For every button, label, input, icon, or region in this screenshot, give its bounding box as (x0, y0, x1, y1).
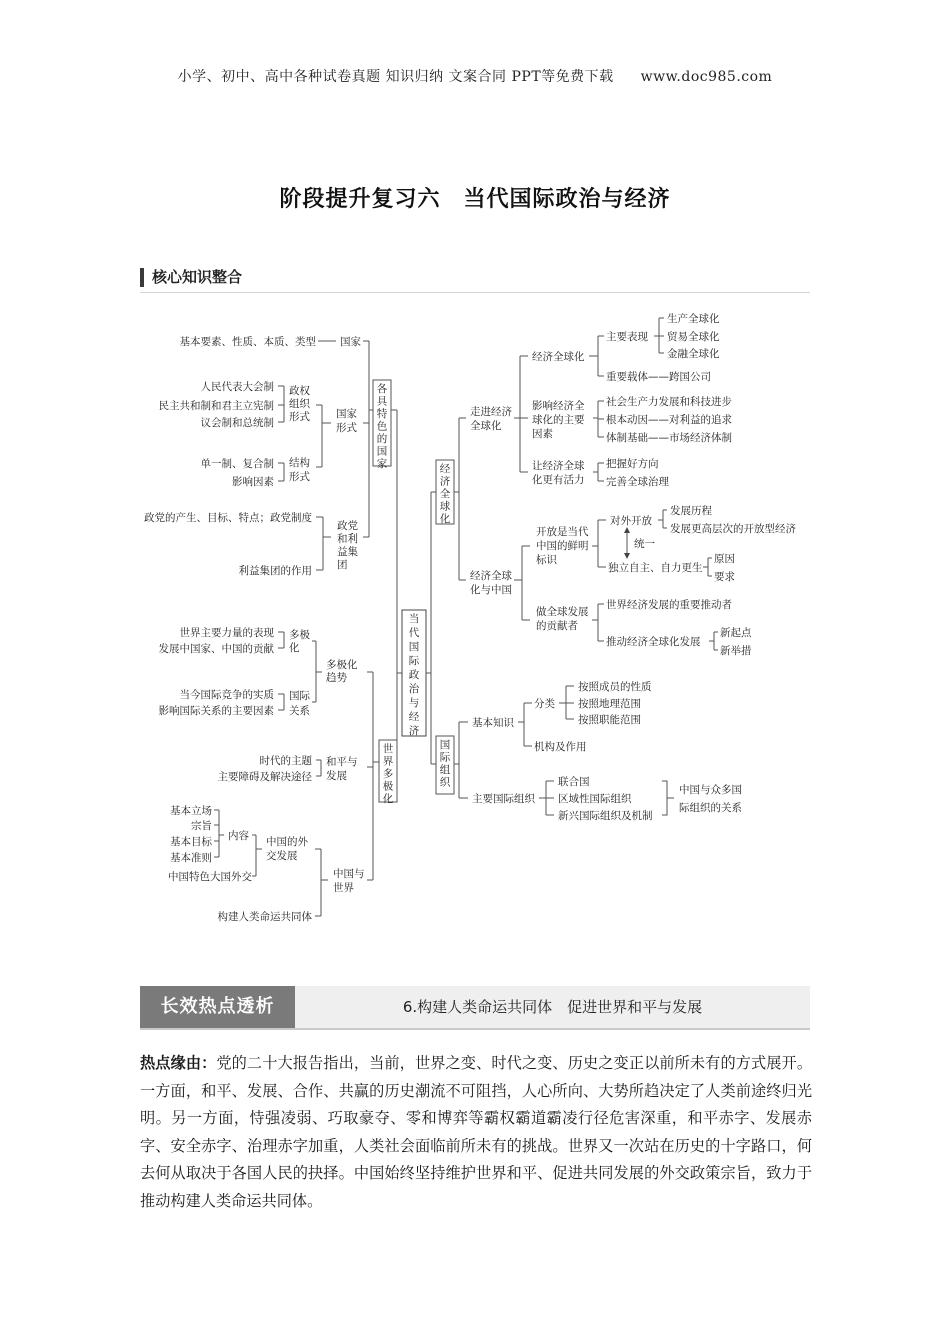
text-peace-1: 时代的主题 (259, 755, 312, 767)
text-regime-1: 人民代表大会制 (200, 381, 274, 393)
label-structure-2: 形式 (289, 471, 310, 483)
label-multipolar: 世界多极化 (382, 743, 394, 805)
text-content-1: 基本立场 (170, 805, 212, 817)
text-parties-2: 利益集团的作用 (238, 565, 312, 577)
label-classify: 分类 (534, 698, 555, 710)
text-classify-1: 按照成员的性质 (578, 681, 652, 693)
label-contributor-2: 的贡献者 (536, 620, 578, 632)
label-regime-3: 形式 (289, 411, 310, 423)
section-label: 核心知识整合 (152, 268, 243, 286)
label-multi-2: 化 (289, 642, 300, 654)
text-org-structure: 机构及作用 (534, 741, 587, 753)
text-main-2: 贸易全球化 (667, 331, 720, 343)
label-cworld-2: 世界 (333, 882, 354, 894)
text-main-3: 金融全球化 (667, 348, 720, 360)
text-org-2: 区域性国际组织 (558, 793, 632, 805)
label-countries: 各具特色的国家 (376, 383, 388, 470)
text-major-diplomacy: 中国特色大国外交 (168, 871, 252, 883)
text-peace-2: 主要障碍及解决途径 (217, 771, 312, 783)
text-content-4: 基本准则 (170, 852, 212, 864)
label-gchina-1: 经济全球 (470, 570, 512, 582)
label-opening-2: 中国的鲜明 (536, 540, 589, 552)
label-relations-1: 国际 (289, 690, 310, 702)
label-peace-1: 和平与 (326, 756, 358, 768)
text-classify-2: 按照地理范围 (578, 698, 641, 710)
label-trend-1: 多极化 (326, 659, 358, 671)
label-country: 国家 (340, 336, 361, 348)
label-trend-2: 趋势 (326, 672, 347, 684)
center-label: 当代国际政治与经济 (408, 613, 420, 737)
text-relations-2: 影响国际关系的主要因素 (158, 705, 274, 717)
text-structure-2: 影响因素 (232, 476, 274, 488)
text-unity: 统一 (634, 538, 655, 550)
label-globalization: 经济全球化 (439, 463, 451, 525)
text-classify-3: 按照职能范围 (578, 714, 641, 726)
label-gchina-2: 化与中国 (470, 584, 512, 596)
label-contributor-1: 做全球发展 (536, 606, 589, 618)
hot-topic-banner (140, 986, 810, 1030)
label-country-form-1: 国家 (336, 408, 357, 420)
banner-topic: 6.构建人类命运共同体 促进世界和平与发展 (402, 998, 703, 1016)
label-main-show: 主要表现 (606, 331, 648, 343)
header-url[interactable]: www.doc985.com (640, 69, 773, 85)
label-multi-1: 多极 (289, 629, 310, 641)
text-main-1: 生产全球化 (667, 313, 720, 325)
text-content-2: 宗旨 (191, 820, 212, 832)
text-independent-2: 要求 (714, 571, 735, 583)
label-parties-2: 和利 (337, 533, 358, 545)
text-carrier: 重要载体——跨国公司 (606, 371, 711, 383)
banner-tag: 长效热点透析 (140, 986, 295, 1028)
text-relation-2: 际组织的关系 (679, 802, 742, 814)
text-multi-2: 发展中国家、中国的贡献 (158, 643, 274, 655)
arrow-down-icon (624, 553, 630, 559)
text-promoter: 世界经济发展的重要推动者 (606, 599, 732, 611)
label-cworld-1: 中国与 (333, 868, 365, 880)
text-content-3: 基本目标 (170, 836, 212, 848)
label-advance-2: 全球化 (470, 420, 502, 432)
text-country-basics: 基本要素、性质、本质、类型 (179, 336, 316, 348)
label-push: 推动经济全球化发展 (606, 636, 701, 648)
body-lead: 热点缘由： (140, 1054, 217, 1072)
page-title: 阶段提升复习六 当代国际政治与经济 (279, 187, 671, 212)
label-factors-2: 球化的主要 (532, 414, 585, 426)
text-regime-3: 议会制和总统制 (200, 417, 274, 429)
text-regime-2: 民主共和制和君主立宪制 (158, 400, 274, 412)
text-external-1: 发展历程 (670, 505, 712, 517)
label-relations-2: 关系 (289, 705, 310, 717)
label-vitality-2: 化更有活力 (532, 474, 585, 486)
label-organizations: 国际组织 (439, 739, 451, 789)
section-header (140, 264, 810, 293)
label-advance-1: 走进经济 (470, 406, 512, 418)
text-vitality-2: 完善全球治理 (606, 476, 669, 488)
text-community: 构建人类命运共同体 (217, 911, 312, 923)
label-regime-2: 组织 (289, 398, 310, 410)
text-independent-1: 原因 (714, 553, 735, 565)
text-org-3: 新兴国际组织及机制 (558, 810, 653, 822)
label-independent: 独立自主、自力更生 (608, 562, 703, 574)
label-factors-3: 因素 (532, 428, 553, 440)
label-diplomacy-2: 交发展 (266, 850, 298, 862)
text-push-1: 新起点 (720, 627, 752, 639)
text-relation-1: 中国与众多国 (679, 784, 742, 796)
text-factor-2: 根本动因——对利益的追求 (606, 414, 732, 426)
text-push-2: 新举措 (720, 645, 752, 657)
text-structure-1: 单一制、复合制 (200, 458, 274, 470)
body-text: 党的二十大报告指出，当前，世界之变、时代之变、历史之变正以前所未有的方式展开。一方面，和平、发展、合作、共赢的历史潮流不可阻挡，人心所向、大势所趋决定了人类前途终归光明。另一方面，恃强凌弱、巧取豪夺、零和博弈等霸权霸道霸凌行径危害深重，和平赤字、发展赤字、安全赤字、治理赤字加重，人类社会面临前所未有的挑战。世界又一次站在历史的十字路口，何去何从取决于各国人民的抉择。中国始终坚持维护世界和平、促进共同发展的外交政策宗旨，致力于推动构建人类命运共同体。 (140, 1054, 813, 1210)
text-factor-3: 体制基础——市场经济体制 (606, 432, 732, 444)
label-factors-1: 影响经济全 (532, 400, 585, 412)
label-country-form-2: 形式 (336, 422, 357, 434)
text-relations-1: 当今国际竞争的实质 (179, 689, 274, 701)
page-header (0, 66, 950, 86)
label-parties-1: 政党 (337, 520, 358, 532)
label-basics: 基本知识 (472, 717, 514, 729)
label-external: 对外开放 (610, 515, 652, 527)
text-external-2: 发展更高层次的开放型经济 (670, 523, 796, 535)
label-peace-2: 发展 (326, 770, 347, 782)
label-structure-1: 结构 (289, 457, 310, 469)
arrow-up-icon (624, 527, 630, 533)
label-major-orgs: 主要国际组织 (472, 793, 535, 805)
label-vitality-1: 让经济全球 (532, 460, 585, 472)
section-marker (140, 268, 144, 287)
label-content: 内容 (228, 830, 249, 842)
label-regime-1: 政权 (289, 385, 310, 397)
label-econ: 经济全球化 (532, 351, 585, 363)
header-text: 小学、初中、高中各种试卷真题 知识归纳 文案合同 PPT等免费下载 (177, 69, 614, 85)
label-parties-4: 团 (337, 559, 348, 571)
text-org-1: 联合国 (558, 776, 590, 788)
text-vitality-1: 把握好方向 (606, 458, 659, 470)
mind-map (0, 296, 950, 946)
body-paragraph (140, 1050, 812, 1216)
text-parties-1: 政党的产生、目标、特点；政党制度 (144, 512, 312, 524)
text-multi-1: 世界主要力量的表现 (179, 627, 274, 639)
text-factor-1: 社会生产力发展和科技进步 (606, 396, 732, 408)
label-opening-3: 标识 (536, 554, 557, 566)
label-parties-3: 益集 (337, 546, 358, 558)
label-diplomacy-1: 中国的外 (266, 836, 308, 848)
label-opening-1: 开放是当代 (536, 526, 589, 538)
